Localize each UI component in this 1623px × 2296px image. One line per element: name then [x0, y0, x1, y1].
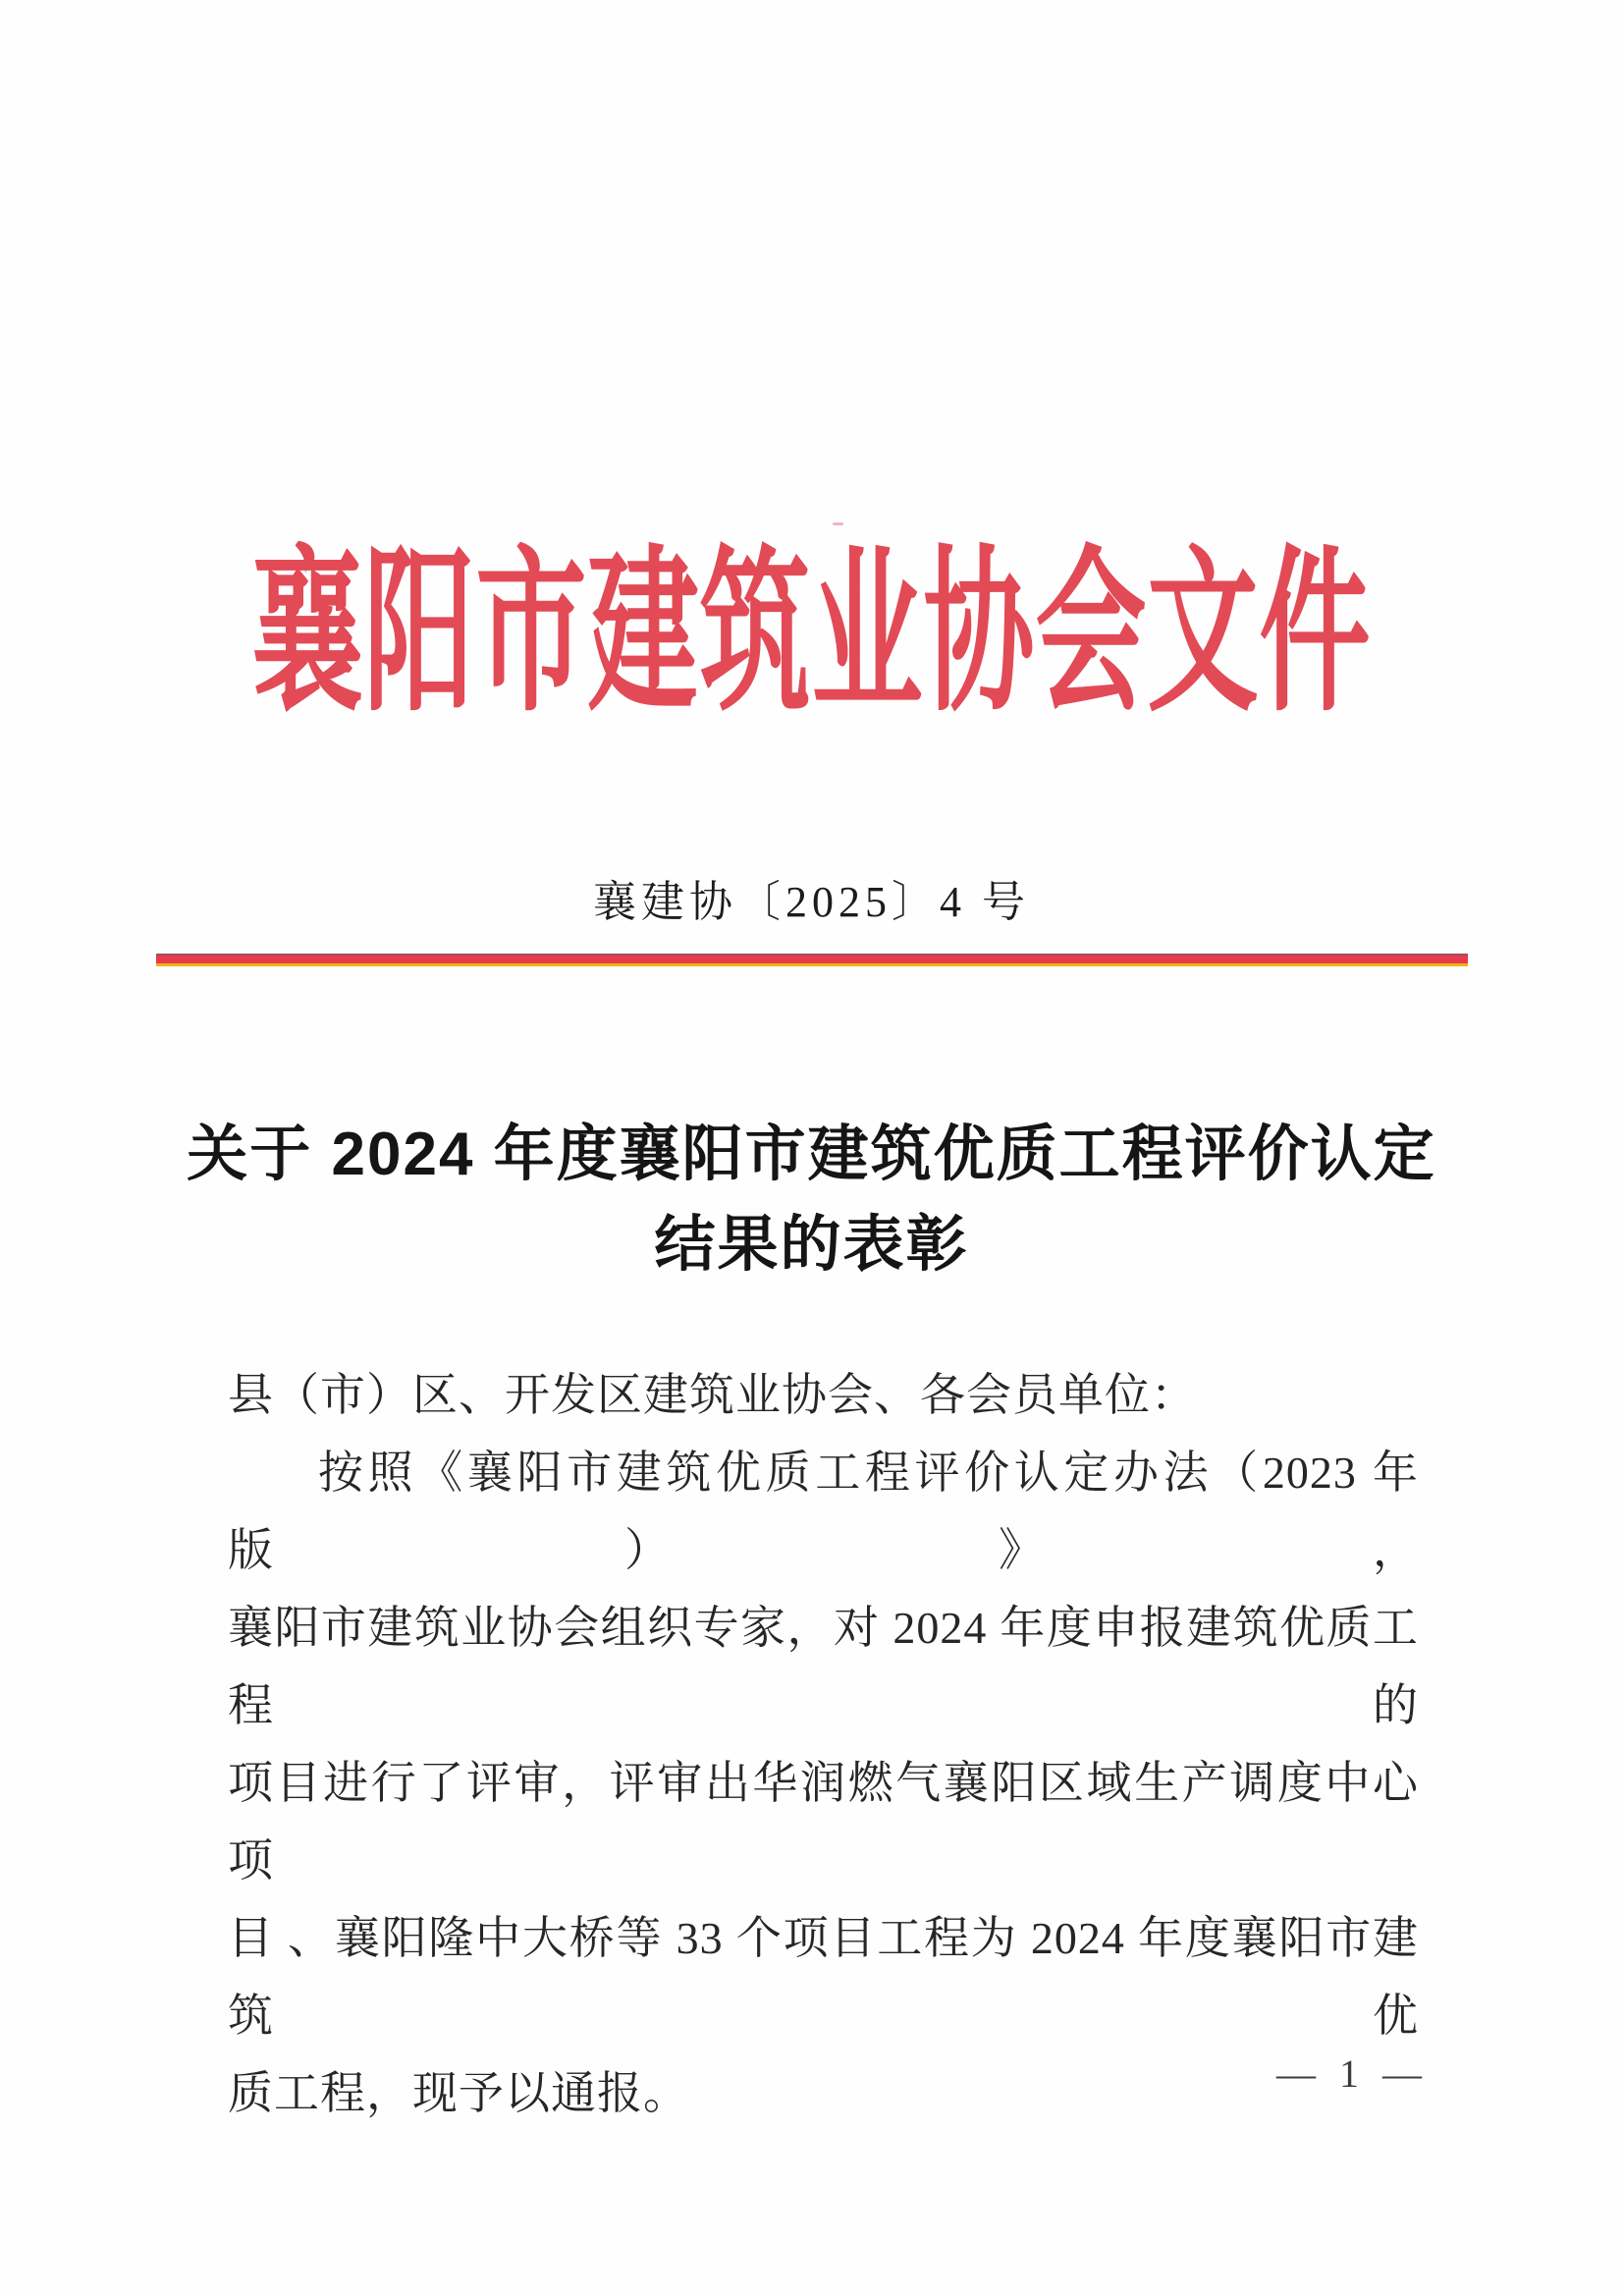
body-line: 县（市）区、开发区建筑业协会、各会员单位： — [228, 1370, 1197, 1420]
document-title-line1: 关于 2024 年度襄阳市建筑优质工程评价认定 — [187, 1121, 1436, 1188]
document-title — [0, 1110, 1623, 1290]
issuing-org-banner: 襄阳市建筑业协会文件 — [251, 536, 1372, 734]
body-line: 项目进行了评审，评审出华润燃气襄阳区域生产调度中心项 — [228, 1758, 1419, 1886]
document-title-line2: 结果的表彰 — [654, 1211, 969, 1279]
scan-speck — [304, 570, 307, 573]
document-body — [228, 1356, 1419, 2132]
body-line: 质工程，现予以通报。 — [228, 2068, 689, 2118]
body-line: 目 、襄阳隆中大桥等 33 个项目工程为 2024 年度襄阳市建筑优 — [228, 1913, 1419, 2041]
page-number: — 1 — — [1276, 2051, 1422, 2096]
body-line: 襄阳市建筑业协会组织专家，对 2024 年度申报建筑优质工程的 — [228, 1603, 1419, 1730]
scan-speck — [833, 522, 843, 525]
red-divider-line — [156, 954, 1468, 966]
document-number: 襄建协〔2025〕4 号 — [593, 878, 1030, 926]
body-line: 按照《襄阳市建筑优质工程评价认定办法（2023 年版）》， — [228, 1448, 1419, 1575]
